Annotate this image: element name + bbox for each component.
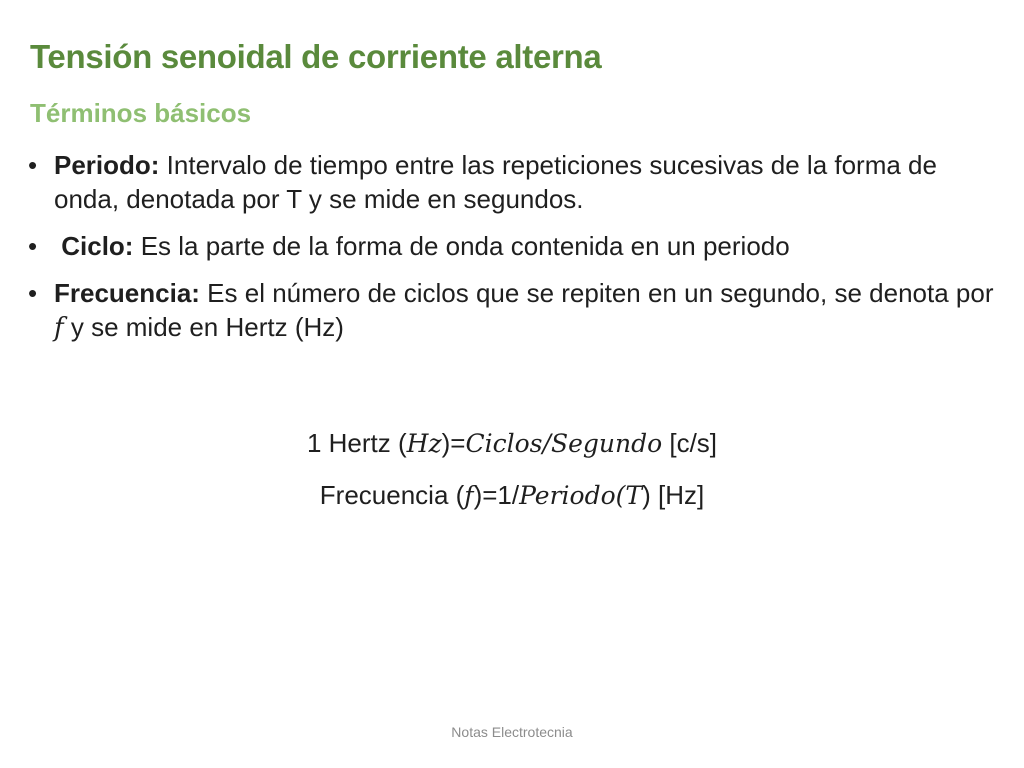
definition-frecuencia-part2: y se mide en Hertz (Hz) bbox=[63, 312, 344, 342]
definition-periodo: Intervalo de tiempo entre las repeticiones sucesivas de la forma de onda, denotada por T y se mide en segundos. bbox=[54, 150, 937, 214]
term-periodo: Periodo: bbox=[54, 150, 160, 180]
formula-hertz-suffix: [c/s] bbox=[662, 428, 718, 458]
formula-hertz-unit: Hz bbox=[406, 429, 442, 458]
bullet-frecuencia bbox=[28, 276, 1008, 345]
bullet-dot: • bbox=[28, 150, 38, 180]
term-ciclo: Ciclo: bbox=[61, 231, 134, 261]
formula-frequency-prefix: Frecuencia ( bbox=[319, 480, 465, 510]
formula-hertz-denominator: Segundo bbox=[550, 429, 663, 458]
slide-title: Tensión senoidal de corriente alterna bbox=[30, 38, 602, 75]
formula-hertz bbox=[0, 428, 1024, 459]
formula-frequency-period-symbol: T bbox=[625, 481, 643, 510]
bullet-ciclo bbox=[28, 229, 1008, 263]
bullet-list bbox=[28, 148, 1008, 358]
slide-footer: Notas Electrotecnia bbox=[451, 724, 573, 740]
formula-hertz-equals: )= bbox=[441, 428, 466, 458]
definition-frecuencia-part1: Es el número de ciclos que se repiten en un segundo, se denota por bbox=[199, 278, 994, 308]
formula-frequency bbox=[0, 480, 1024, 511]
bullet-dot: • bbox=[28, 231, 38, 261]
formula-hertz-prefix: 1 Hertz ( bbox=[306, 428, 407, 458]
formula-frequency-period: Periodo bbox=[519, 481, 616, 510]
definition-ciclo: Es la parte de la forma de onda contenida en un periodo bbox=[133, 231, 790, 261]
formula-frequency-suffix: ) [Hz] bbox=[642, 480, 705, 510]
term-frecuencia: Frecuencia: bbox=[54, 278, 200, 308]
bullet-dot: • bbox=[28, 278, 38, 308]
formula-frequency-symbol: f bbox=[464, 481, 474, 510]
formula-frequency-equals: )=1/ bbox=[473, 480, 520, 510]
frequency-symbol: f bbox=[54, 313, 64, 343]
formula-hertz-numerator: Ciclos bbox=[465, 429, 543, 458]
slide-subtitle: Términos básicos bbox=[30, 98, 252, 128]
formula-frequency-open: ( bbox=[615, 481, 626, 510]
bullet-periodo bbox=[28, 148, 1008, 216]
formula-hertz-slash: / bbox=[542, 429, 551, 458]
